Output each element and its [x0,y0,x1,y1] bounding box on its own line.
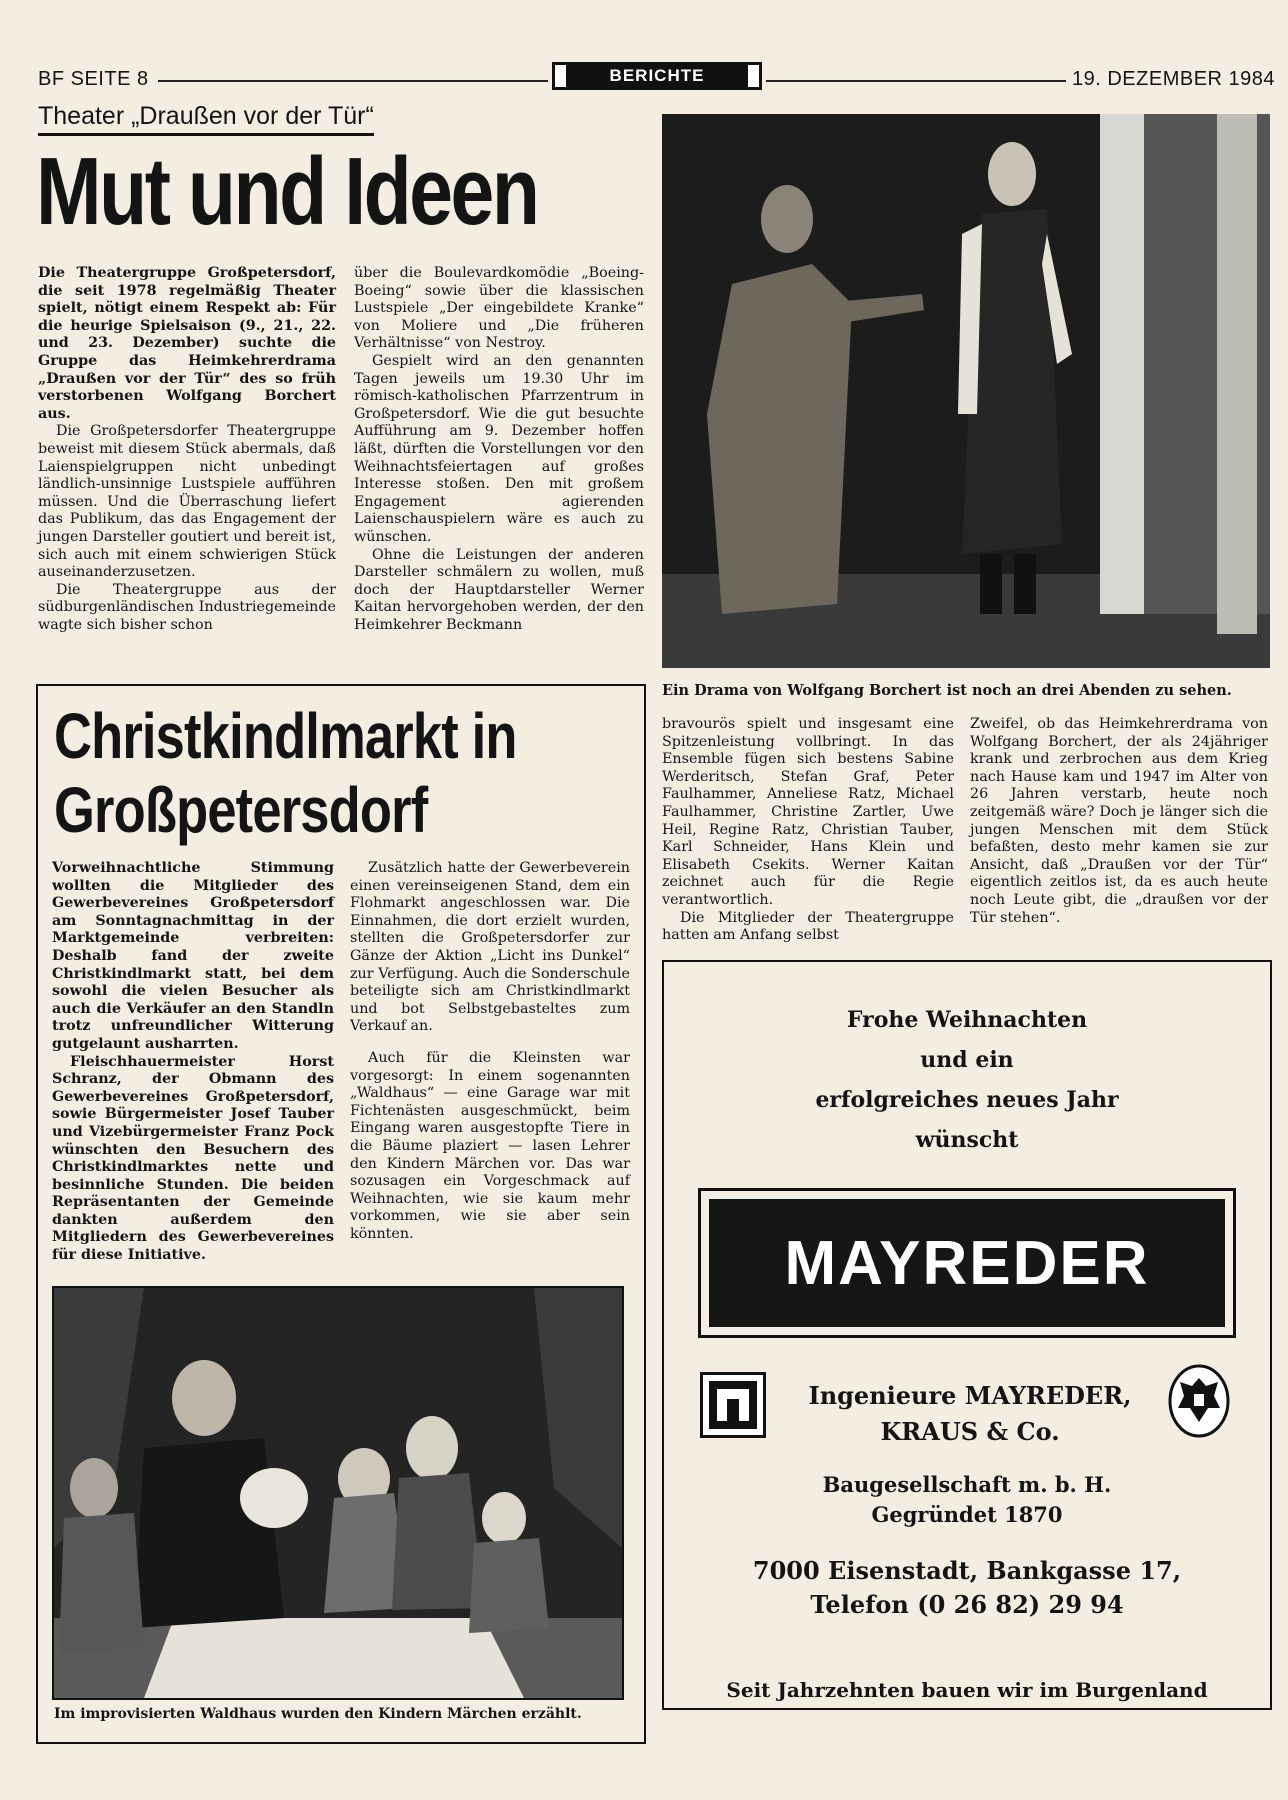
mayreder-logo [698,1188,1236,1338]
ad-greeting [662,1000,1272,1160]
company-name [780,1378,1160,1450]
article2-headline-line2: Großpetersdorf [54,774,428,846]
company-slogan: Seit Jahrzehnten bauen wir im Burgenland [726,1678,1208,1702]
waldhaus-photo-caption: Im improvisierten Waldhaus wurden den Kindern Märchen erzählt. [54,1706,582,1722]
article-kicker: Theater „Draußen vor der Tür“ [38,102,374,136]
article1-paragraph: Die Mitglieder der Theatergruppe hatten am Anfang selbst [662,909,954,944]
article2-paragraph: Fleischhauermeister Horst Schranz, der Obmann des Gewerbevereines Großpetersdorf, sowie Bürgermeister Josef Tauber und Vizebürgermeister Franz Pock wünschten den Besuchern des Christkindlmarktes nette und besinnliche Stunden. Die beiden Repräsentanten der Gemeinde dankten außerdem den Mitgliedern des Gewerbevereines für diese Initiative. [52,1053,334,1264]
article2-paragraph: Zusätzlich hatte der Gewerbeverein einen vereinseigenen Stand, dem ein Flohmarkt angeschlossen war. Die Einnahmen, die dort erzielt wurden, stellten die Großpetersdorfer zur Gänze der Aktion „Licht ins Dunkel“ zur Verfügung. Auch die Sonderschule beteiligte sich am Christkindlmarkt und bot Selbstgebasteltes zum Verkauf an. [350,860,630,1035]
issue-date: 19. DEZEMBER 1984 [1072,68,1276,90]
article1-column-2 [354,265,644,634]
article2-lead: Vorweihnachtliche Stimmung wollten die Mitglieder des Gewerbevereines Großpetersdorf am Sonntagnachmittag in der Marktgemeinde verbreiten: Deshalb fand der zweite Christkindlmarkt statt, bei dem sowohl die vielen Besucher als auch die Verkäufer an den Standln trotz unfreundlicher Witterung gutgelaunt ausharrten. [52,860,334,1052]
section-label [552,62,762,90]
page-number: BF SEITE 8 [38,68,149,90]
article1-paragraph: Gespielt wird an den genannten Tagen jeweils um 19.30 Uhr im römisch-katholischen Pfarrzentrum in Großpetersdorf. Wie die gut besuchte Aufführung am 9. Dezember hoffen läßt, dürften die Vorstellungen vor den Weihnachtsfeiertagen auf großes Interesse stoßen. Den mit großem Engagement agierenden Laienschauspielern wäre es auch zu wünschen. [354,352,644,545]
company-name-line2: KRAUS & Co. [880,1417,1060,1446]
theater-photo [662,114,1270,668]
article2-column-1 [52,860,334,1265]
ad-greeting-line: wünscht [915,1127,1019,1153]
article1-paragraph: Zweifel, ob das Heimkehrerdrama von Wolfgang Borchert, der als 24jähriger krank und zerbrochen aus dem Krieg nach Hause kam und 1947 im Alter von 26 Jahren verstarb, heute noch zeitgemäß wäre? Doch je länger sich die jungen Menschen mit dem Stück befaßten, desto mehr kamen sie zur Ansicht, daß „Draußen vor der Tür“ eigentlich zeitlos ist, da es auch heute noch Leute gibt, die „draußen vor der Tür stehen“. [970,716,1268,926]
company-founded: Gegründet 1870 [871,1502,1063,1527]
company-name-line1: Ingenieure MAYREDER, [808,1381,1132,1410]
article1-paragraph: bravourös spielt und insgesamt eine Spitzenleistung vollbringt. In das Ensemble fügen sich bestens Sabine Werderitsch, Stefan Graf, Peter Faulhammer, Anneliese Ratz, Michael Faulhammer, Christine Zartler, Uwe Heil, Regine Ratz, Christian Tauber, Karl Schneider, Hans Klein und Elisabeth Csekits. Werner Kaitan zeichnet auch für die Regie verantwortlich. [662,716,954,908]
ad-greeting-line: erfolgreiches neues Jahr [815,1087,1119,1113]
article1-column-4 [970,716,1268,927]
article-headline: Mut und Ideen [36,138,538,245]
article2-headline-line1: Christkindlmarkt in [54,700,517,772]
company-type: Baugesellschaft m. b. H. [822,1472,1112,1497]
article1-lead: Die Theatergruppe Großpetersdorf, die seit 1978 regelmäßig Theater spielt, nötigt einem Respekt ab: Für die heurige Spielsaison (9., 21., 22. und 23. Dezember) suchte die Gruppe das Heimkehrerdrama „Draußen vor der Tür“ des so früh verstorbenen Wolfgang Borchert aus. [38,265,336,422]
header-rule-right [766,80,1066,82]
mayreder-logo-text: MAYREDER [784,1228,1150,1298]
article1-paragraph: Ohne die Leistungen der anderen Darsteller schmälern zu wollen, muß doch der Hauptdarsteller Werner Kaitan hervorgehoben werden, der den Heimkehrer Beckmann [354,546,644,633]
waldhaus-photo [52,1286,624,1700]
article1-paragraph: über die Boulevardkomödie „Boeing-Boeing“ sowie über die klassischen Lustspiele „Der eingebildete Kranke“ von Moliere und „Die früheren Verhältnisse“ von Nestroy. [354,265,644,352]
ad-greeting-line: Frohe Weihnachten [846,1007,1088,1033]
ad-greeting-line: und ein [920,1047,1014,1073]
section-label-text: BERICHTE [566,65,749,87]
header-rule-left [158,80,548,82]
theater-photo-caption: Ein Drama von Wolfgang Borchert ist noch an drei Abenden zu sehen. [662,682,1232,699]
article2-paragraph: Auch für die Kleinsten war vorgesorgt: In einem sogenannten „Waldhaus“ — eine Garage war mit Fichtenästen ausgeschmückt, beim Eingang waren ausgestopfte Tiere in die Bäume plaziert — lasen Lehrer den Kindern Märchen vor. Das war sozusagen ein Vorgeschmack auf Weihnachten, wie sie kaum mehr vorkommen, wie sie aber sein könnten. [350,1049,630,1242]
article2-column-2 [350,860,630,1243]
company-phone: Telefon (0 26 82) 29 94 [810,1590,1124,1619]
theater-photo-illustration [662,114,1270,668]
article1-paragraph: Die Großpetersdorfer Theatergruppe beweist mit diesem Stück abermals, daß Laienspielgruppen nicht unbedingt ländlich-unsinnige Lustspiele aufführen müssen. Und die Überraschung liefert das Publikum, das das Engagement der jungen Darsteller goutiert und bereit ist, sich auch mit einem schwierigen Stück auseinanderzusetzen. [38,423,336,581]
article1-paragraph: Die Theatergruppe aus der südburgenländischen Industriegemeinde wagte sich bisher schon [38,581,336,633]
company-details [662,1470,1272,1530]
austrian-eagle-icon [1168,1364,1230,1438]
article1-column-1 [38,265,336,634]
article1-column-3 [662,716,954,945]
company-address: 7000 Eisenstadt, Bankgasse 17, [752,1556,1182,1585]
company-slogan-wrap [662,1678,1272,1702]
company-emblem-icon [700,1372,766,1438]
company-contact [662,1554,1272,1622]
waldhaus-photo-illustration [54,1288,622,1698]
